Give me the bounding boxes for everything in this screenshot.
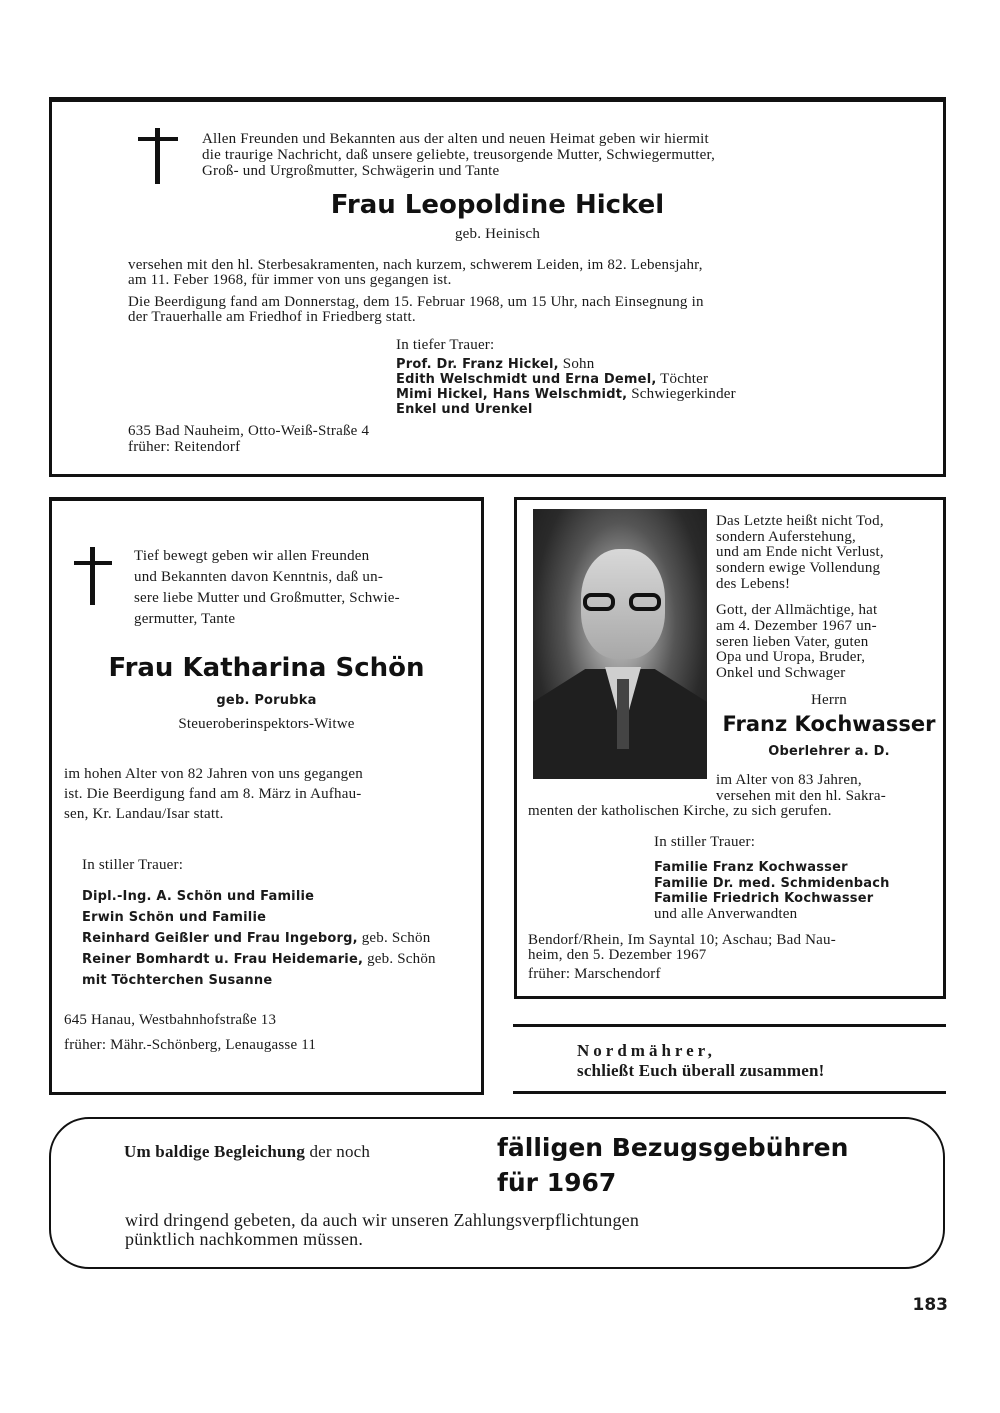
mourner-name: Prof. Dr. Franz Hickel, bbox=[396, 357, 559, 372]
body-line-1: im Alter von 83 Jahren, bbox=[716, 772, 862, 788]
former-home: früher: Marschendorf bbox=[528, 966, 661, 982]
mourner-relation: geb. Schön bbox=[367, 951, 436, 967]
intro-line-4: Opa und Uropa, Bruder, bbox=[716, 649, 866, 665]
payment-headline-1: fälligen Bezugsgebühren bbox=[497, 1133, 849, 1162]
mourner-1: Familie Franz Kochwasser bbox=[654, 860, 848, 875]
mourner-1 bbox=[396, 357, 594, 372]
intro-line-5: Onkel und Schwager bbox=[716, 665, 846, 681]
intro-line-2: und Bekannten davon Kenntnis, daß un- bbox=[134, 569, 384, 585]
mourning-label: In stiller Trauer: bbox=[82, 857, 184, 873]
portrait-photo bbox=[533, 509, 707, 779]
mourner-5: mit Töchterchen Susanne bbox=[82, 973, 273, 988]
intro-line-1: Gott, der Allmächtige, hat bbox=[716, 602, 878, 618]
payment-body-2: pünktlich nachkommen müssen. bbox=[125, 1229, 364, 1249]
mourner-name: Reiner Bomhardt u. Frau Heidemarie, bbox=[82, 952, 364, 967]
body-line-3: menten der katholischen Kirche, zu sich gerufen. bbox=[528, 803, 832, 819]
body-line-2: ist. Die Beerdigung fand am 8. März in Aufhau- bbox=[64, 786, 362, 802]
mourner-1: Dipl.-Ing. A. Schön und Familie bbox=[82, 889, 315, 904]
mourning-label: In tiefer Trauer: bbox=[396, 337, 495, 353]
mourner-3 bbox=[82, 931, 430, 946]
obituary-schoen bbox=[49, 497, 484, 1095]
mourner-relation: Schwiegerkinder bbox=[631, 386, 736, 402]
verse-line-2: sondern Auferstehung, bbox=[716, 529, 857, 545]
mourning-label: In stiller Trauer: bbox=[654, 834, 756, 850]
title: Oberlehrer a. D. bbox=[768, 744, 890, 759]
cross-icon bbox=[138, 128, 178, 184]
slogan-divider-top bbox=[513, 1024, 946, 1027]
mourner-4 bbox=[82, 952, 436, 967]
mourner-name: Mimi Hickel, Hans Welschmidt, bbox=[396, 387, 628, 402]
verse-line-5: des Lebens! bbox=[716, 576, 791, 592]
verse-line-4: sondern ewige Vollendung bbox=[716, 560, 881, 576]
title: Steueroberinspektors-Witwe bbox=[178, 716, 355, 732]
verse-line-1: Das Letzte heißt nicht Tod, bbox=[716, 513, 884, 529]
address: 635 Bad Nauheim, Otto-Weiß-Straße 4 bbox=[128, 423, 370, 439]
obituary-hickel bbox=[49, 97, 946, 477]
address: 645 Hanau, Westbahnhofstraße 13 bbox=[64, 1012, 277, 1028]
body-line-3: Die Beerdigung fand am Donnerstag, dem 15. Februar 1968, um 15 Uhr, nach Einsegnung in bbox=[128, 294, 704, 310]
mourner-relation: Sohn bbox=[562, 356, 595, 372]
mourner-relation: geb. Schön bbox=[361, 930, 431, 946]
payment-lead-bold: Um baldige Begleichung bbox=[124, 1142, 306, 1161]
former-home: früher: Reitendorf bbox=[128, 439, 241, 455]
mourner-2 bbox=[396, 372, 708, 387]
cross-icon bbox=[74, 547, 112, 605]
intro-line-1: Tief bewegt geben wir allen Freunden bbox=[134, 548, 370, 564]
slogan-divider-bottom bbox=[513, 1091, 946, 1094]
intro-line-4: germutter, Tante bbox=[134, 611, 236, 627]
verse-line-3: und am Ende nicht Verlust, bbox=[716, 544, 884, 560]
intro-line-2: am 4. Dezember 1967 un- bbox=[716, 618, 877, 634]
mourner-name: Edith Welschmidt und Erna Demel, bbox=[396, 372, 657, 387]
mourner-name: Reinhard Geißler und Frau Ingeborg, bbox=[82, 931, 358, 946]
mourner-2: Familie Dr. med. Schmidenbach bbox=[654, 876, 890, 891]
mourner-relation: Töchter bbox=[660, 371, 709, 387]
payment-lead bbox=[124, 1143, 370, 1160]
mourner-2: Erwin Schön und Familie bbox=[82, 910, 267, 925]
intro-line-3: Groß- und Urgroßmutter, Schwägerin und Tante bbox=[202, 163, 500, 179]
payment-body-1: wird dringend gebeten, da auch wir unseren Zahlungsverpflichtungen bbox=[125, 1210, 640, 1230]
payment-headline-2: für 1967 bbox=[497, 1168, 617, 1197]
mourner-name: Enkel und Urenkel bbox=[396, 402, 533, 417]
mourner-3: Familie Friedrich Kochwasser bbox=[654, 891, 874, 906]
mourner-4: und alle Anverwandten bbox=[654, 906, 798, 922]
body-line-4: der Trauerhalle am Friedhof in Friedberg statt. bbox=[128, 309, 416, 325]
intro-line-3: seren lieben Vater, guten bbox=[716, 634, 869, 650]
body-line-2: versehen mit den hl. Sakra- bbox=[716, 788, 886, 804]
deceased-name: Franz Kochwasser bbox=[722, 712, 936, 736]
body-line-1: versehen mit den hl. Sterbesakramenten, nach kurzem, schwerem Leiden, im 82. Lebensjahr, bbox=[128, 257, 703, 273]
page-number: 183 bbox=[912, 1295, 948, 1315]
deceased-name: Frau Leopoldine Hickel bbox=[330, 190, 665, 220]
body-line-3: sen, Kr. Landau/Isar statt. bbox=[64, 806, 224, 822]
address-line-2: heim, den 5. Dezember 1967 bbox=[528, 947, 707, 963]
slogan-line-2: schließt Euch überall zusammen! bbox=[577, 1061, 825, 1080]
payment-lead-rest: der noch bbox=[309, 1142, 371, 1161]
deceased-name: Frau Katharina Schön bbox=[108, 653, 425, 683]
birth-name: geb. Heinisch bbox=[454, 226, 541, 242]
intro-line-3: sere liebe Mutter und Großmutter, Schwie- bbox=[134, 590, 400, 606]
mourner-3 bbox=[396, 387, 736, 402]
former-home: früher: Mähr.-Schönberg, Lenaugasse 11 bbox=[64, 1037, 317, 1053]
mourner-4 bbox=[396, 402, 533, 417]
body-line-2: am 11. Feber 1968, für immer von uns gegangen ist. bbox=[128, 272, 452, 288]
intro-line-2: die traurige Nachricht, daß unsere geliebte, treusorgende Mutter, Schwiegermutter, bbox=[202, 147, 716, 163]
body-line-1: im hohen Alter von 82 Jahren von uns gegangen bbox=[64, 766, 363, 782]
intro-line-1: Allen Freunden und Bekannten aus der alten und neuen Heimat geben wir hiermit bbox=[202, 131, 709, 147]
slogan-line-1: Nordmährer, bbox=[577, 1041, 716, 1060]
address-line-1: Bendorf/Rhein, Im Sayntal 10; Aschau; Bad Nau- bbox=[528, 932, 836, 948]
birth-name: geb. Porubka bbox=[216, 693, 317, 708]
salutation: Herrn bbox=[811, 692, 847, 708]
